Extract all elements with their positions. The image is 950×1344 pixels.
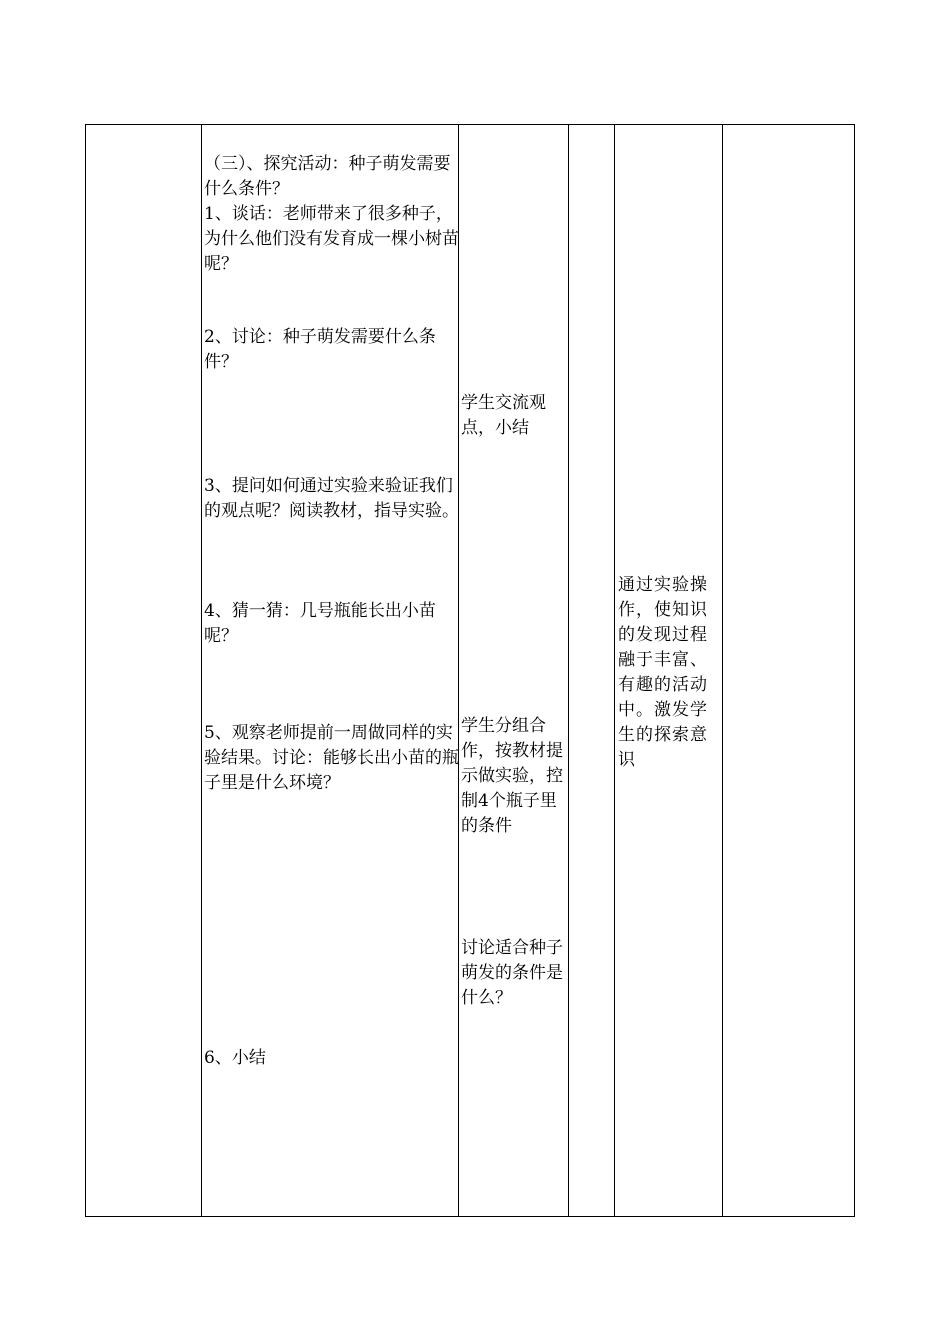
activity-step-3: 3、提问如何通过实验来验证我们的观点呢？阅读教材，指导实验。 (204, 476, 459, 521)
column-divider-4 (614, 125, 615, 1216)
design-intent-note: 通过实验操作，使知识的发现过程融于丰富、有趣的活动中。激发学生的探索意识 (618, 575, 708, 770)
column-divider-5 (722, 125, 723, 1216)
student-activity-note-1: 学生交流观点，小结 (461, 393, 546, 438)
lesson-plan-table (85, 124, 855, 1217)
activity-heading: （三）、探究活动：种子萌发需要什么条件？ (204, 154, 451, 199)
column-divider-1 (201, 125, 202, 1216)
activity-step-5: 5、观察老师提前一周做同样的实验结果。讨论：能够长出小苗的瓶子里是什么环境？ (204, 723, 459, 793)
activity-step-1: 1、谈话：老师带来了很多种子，为什么他们没有发育成一棵小树苗呢？ (204, 204, 459, 274)
student-activity-note-3: 讨论适合种子萌发的条件是什么？ (461, 938, 563, 1008)
activity-step-4: 4、猜一猜：几号瓶能长出小苗呢？ (204, 601, 436, 646)
student-activity-note-2: 学生分组合作，按教材提示做实验，控制4个瓶子里的条件 (461, 716, 563, 836)
activity-step-2: 2、讨论：种子萌发需要什么条件？ (204, 327, 436, 372)
activity-step-6: 6、小结 (204, 1048, 266, 1068)
column-divider-3 (568, 125, 569, 1216)
